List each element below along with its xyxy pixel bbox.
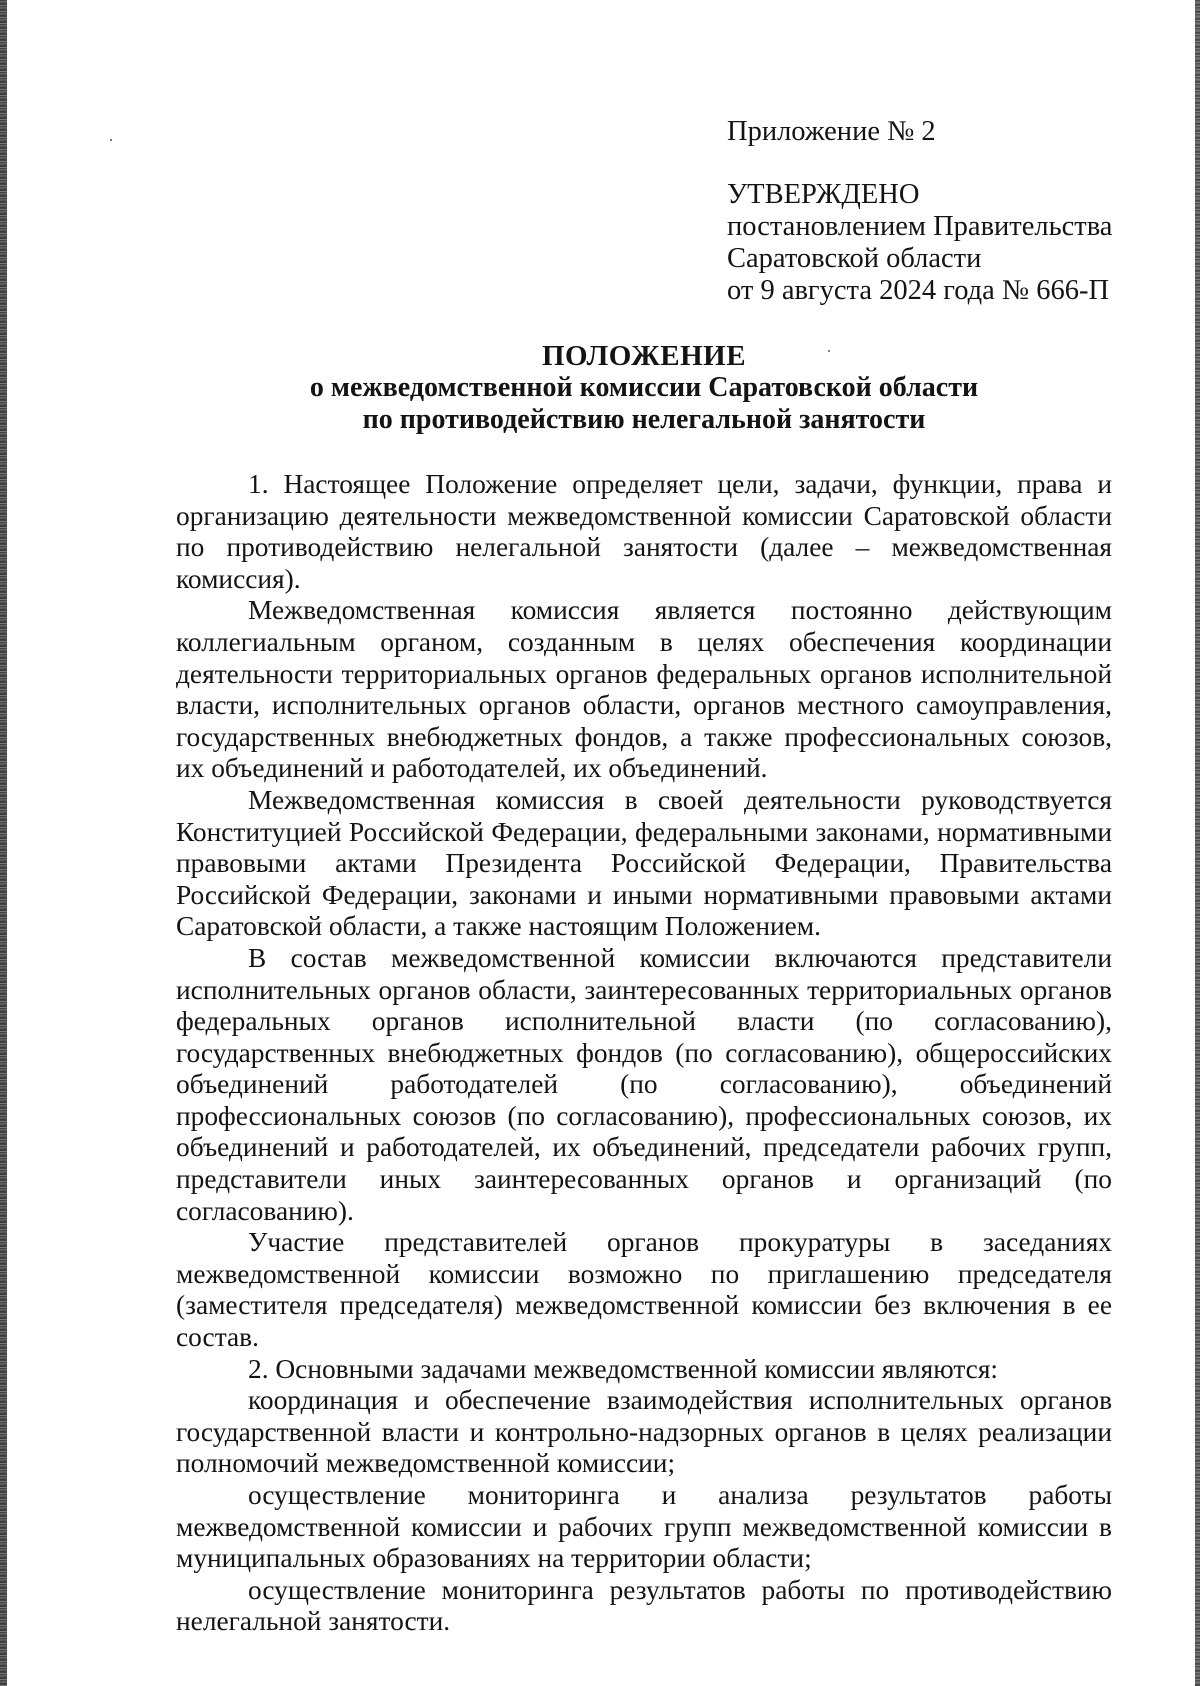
approval-line-1: постановлением Правительства [727, 211, 1113, 242]
document-title [176, 340, 1112, 436]
paragraph: Межведомственная комиссия является постоянно действующим коллегиальным органом, созданным в целях обеспечения координации деятельности территориальных органов федеральных органов исполнительной власти, исполнительных органов области, органов местного самоуправления, государственных внебюджетных фондов, а также профессиональных союзов, их объединений и работодателей, их объединений. [176, 595, 1112, 784]
title-line-2: по противодействию нелегальной занятости [362, 404, 926, 435]
scan-edge-right [1195, 0, 1200, 1686]
approval-line-3: от 9 августа 2024 года № 666-П [727, 275, 1110, 306]
paragraph: Межведомственная комиссия в своей деятельности руководствуется Конституцией Российской Федерации, федеральными законами, нормативными правовыми актами Президента Российской Федерации, Правительства Российской Федерации, законами и иными нормативными правовыми актами Саратовской области, а также настоящим Положением. [176, 784, 1112, 942]
scan-edge-left [0, 0, 7, 1686]
paragraph: осуществление мониторинга и анализа результатов работы межведомственной комиссии и рабочих групп межведомственной комиссии в муниципальных образованиях на территории области; [176, 1480, 1112, 1574]
title-main: ПОЛОЖЕНИЕ [541, 340, 747, 372]
scan-speck [110, 139, 112, 141]
paragraph: координация и обеспечение взаимодействия исполнительных органов государственной власти и контрольно-надзорных органов в целях реализации полномочий межведомственной комиссии; [176, 1385, 1112, 1479]
approved-label: УТВЕРЖДЕНО [727, 179, 920, 210]
document-page [176, 0, 1112, 1686]
paragraph: Участие представителей органов прокуратуры в заседаниях межведомственной комиссии возможно по приглашению председателя (заместителя председателя) межведомственной комиссии без включения в ее состав. [176, 1227, 1112, 1353]
paragraph: В состав межведомственной комиссии включаются представители исполнительных органов области, заинтересованных территориальных органов федеральных органов исполнительной власти (по согласованию), государственных внебюджетных фондов (по согласованию), общероссийских объединений работодателей (по согласованию), объединений профессиональных союзов (по согласованию), профессиональных союзов, их объединений и работодателей, их объединений, председатели рабочих групп, представители иных заинтересованных органов и организаций (по согласованию). [176, 942, 1112, 1226]
title-line-1: о межведомственной комиссии Саратовской области [309, 372, 979, 403]
paragraph: 1. Настоящее Положение определяет цели, задачи, функции, права и организацию деятельности межведомственной комиссии Саратовской области по противодействию нелегальной занятости (далее – межведомственная комиссия). [176, 469, 1112, 594]
approval-block [727, 116, 1127, 307]
approval-line-2: Саратовской области [727, 243, 982, 274]
appendix-label: Приложение № 2 [727, 116, 936, 147]
paragraph: осуществление мониторинга результатов работы по противодействию нелегальной занятости. [176, 1574, 1112, 1637]
document-body [176, 469, 1112, 1638]
paragraph: 2. Основными задачами межведомственной комиссии являются: [248, 1353, 999, 1384]
